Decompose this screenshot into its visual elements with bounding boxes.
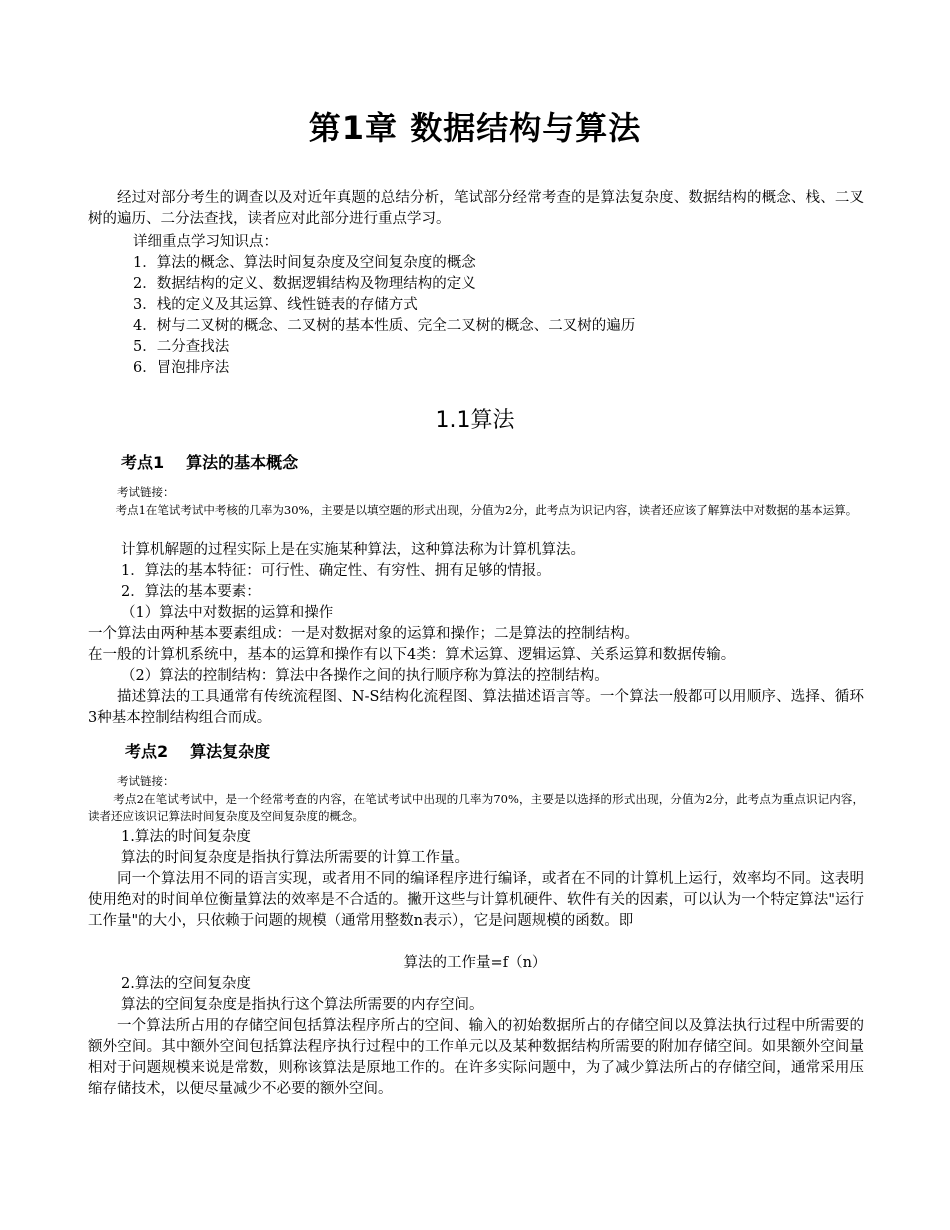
kp1-paragraph: 在一般的计算机系统中，基本的运算和操作有以下4类：算术运算、逻辑运算、关系运算和数据传输。 [88,647,736,663]
list-item: 2．数据结构的定义、数据逻辑结构及物理结构的定义 [133,276,476,292]
kp1-paragraph: 1．算法的基本特征：可行性、确定性、有穷性、拥有足够的情报。 [121,563,551,579]
kp1-paragraph: （1）算法中对数据的运算和操作 [121,605,334,621]
kp1-paragraph: 描述算法的工具通常有传统流程图、N-S结构化流程图、算法描述语言等。一个算法一般都可以用顺序、选择、循环3种基本控制结构组合而成。 [88,689,864,726]
kp1-link-text: 考点1在笔试考试中考核的几率为30%，主要是以填空题的形式出现，分值为2分，此考点为识记内容，读者还应该了解算法中对数据的基本运算。 [115,503,858,517]
intro-paragraph: 经过对部分考生的调查以及对近年真题的总结分析，笔试部分经常考查的是算法复杂度、数据结构的概念、栈、二叉树的遍历、二分法查找，读者应对此部分进行重点学习。 [88,190,864,227]
kp2-paragraph: 算法的时间复杂度是指执行算法所需要的计算工作量。 [121,850,469,866]
list-item: 4．树与二叉树的概念、二叉树的基本性质、完全二叉树的概念、二叉树的遍历 [133,318,636,334]
kp1-heading [121,452,298,473]
kp1-label: 考点1 [121,453,165,472]
list-item: 6．冒泡排序法 [133,360,230,376]
kp2-paragraph: 同一个算法用不同的语言实现，或者用不同的编译程序进行编译，或者在不同的计算机上运行，效率均不同。这表明使用绝对的时间单位衡量算法的效率是不合适的。撇开这些与计算机硬件、软件有关的因素，可以认为一个特定算法"运行工作量"的大小，只依赖于问题的规模（通常用整数n表示），它是问题规模的函数。即 [88,871,864,929]
kp2-paragraph: 2.算法的空间复杂度 [121,976,251,992]
kp2-paragraph: 算法的空间复杂度是指执行这个算法所需要的内存空间。 [121,997,484,1013]
kp2-title: 算法复杂度 [190,742,271,761]
kp2-formula: 算法的工作量=f（n） [403,955,547,971]
intro-list-heading: 详细重点学习知识点： [133,234,278,250]
kp1-paragraph: 计算机解题的过程实际上是在实施某种算法，这种算法称为计算机算法。 [121,542,585,558]
kp1-paragraph: （2）算法的控制结构：算法中各操作之间的执行顺序称为算法的控制结构。 [121,668,609,684]
kp2-label: 考点2 [125,742,169,761]
list-item: 5．二分查找法 [133,339,230,355]
kp2-link-label: 考试链接： [117,774,175,788]
section-title: 1.1算法 [435,408,515,433]
list-item: 1．算法的概念、算法时间复杂度及空间复杂度的概念 [133,255,476,271]
kp2-paragraph: 1.算法的时间复杂度 [121,829,251,845]
kp1-paragraph: 2．算法的基本要素： [121,584,261,600]
kp1-link-label: 考试链接： [117,485,175,499]
kp2-paragraph: 一个算法所占用的存储空间包括算法程序所占的空间、输入的初始数据所占的存储空间以及算法执行过程中所需要的额外空间。其中额外空间包括算法程序执行过程中的工作单元以及某种数据结构所需要的附加存储空间。如果额外空间量相对于问题规模来说是常数，则称该算法是原地工作的。在许多实际问题中，为了减少算法所占的存储空间，通常采用压缩存储技术，以便尽量减少不必要的额外空间。 [88,1018,864,1097]
kp2-link-text: 考点2在笔试考试中，是一个经常考查的内容，在笔试考试中出现的几率为70%，主要是以选择的形式出现，分值为2分，此考点为重点识记内容，读者还应该识记算法时间复杂度及空间复杂度的概念。 [88,792,864,823]
list-item: 3．栈的定义及其运算、线性链表的存储方式 [133,297,418,313]
chapter-title: 第1章 数据结构与算法 [308,109,642,147]
kp1-paragraph: 一个算法由两种基本要素组成：一是对数据对象的运算和操作；二是算法的控制结构。 [88,626,639,642]
kp2-heading [125,741,270,762]
kp1-title: 算法的基本概念 [186,453,299,472]
